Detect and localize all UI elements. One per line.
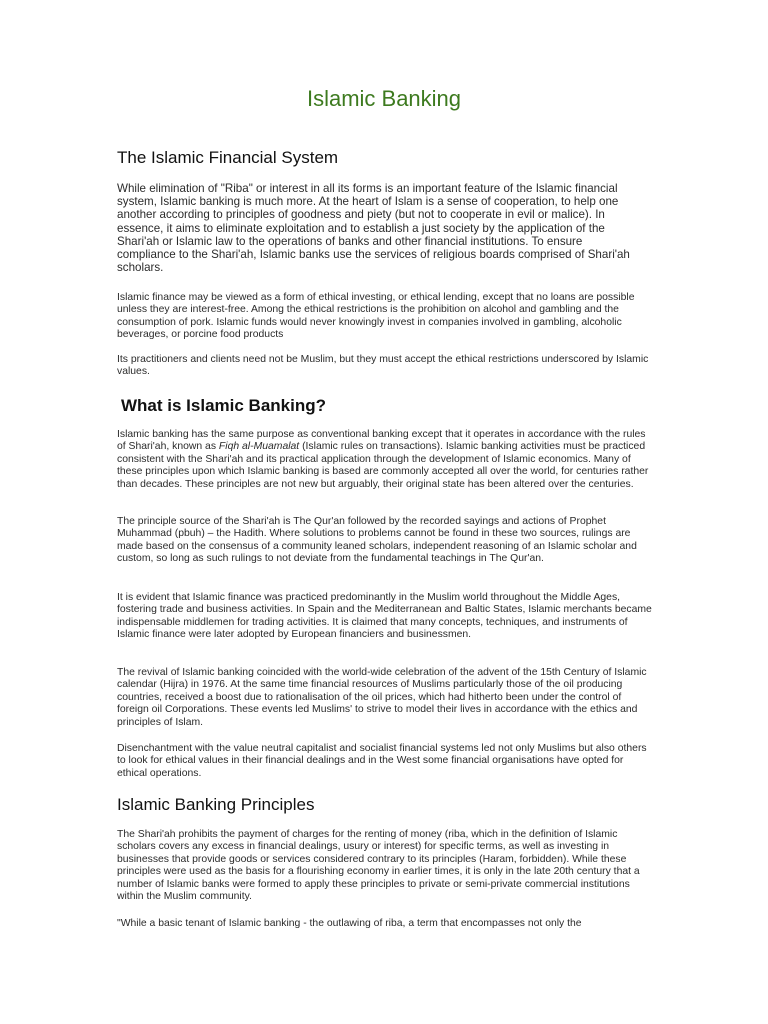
paragraph	[117, 429, 652, 491]
section-heading-islamic-financial-system: The Islamic Financial System	[117, 148, 339, 167]
italic-term: Fiqh al-Muamalat	[218, 441, 300, 453]
paragraph: The Shari'ah prohibits the payment of charges for the renting of money (riba, which in the definition of Islamic scholars covers any excess in financial dealings, usury or interest) for specific terms, as well as investing in businesses that provide goods or services considered contrary to its principles (Haram, forbidden). While these principles were used as the basis for a flourishing economy in earlier times, it is only in the late 20th century that a number of Islamic banks were formed to apply these principles to private or semi-private commercial institutions within the Muslim community.	[117, 829, 640, 903]
section-heading-what-is-islamic-banking: What is Islamic Banking?	[121, 396, 326, 415]
paragraph: It is evident that Islamic finance was practiced predominantly in the Muslim world throughout the Middle Ages, fostering trade and business activities. In Spain and the Mediterranean and Baltic States, Islamic merchants became indispensable middlemen for trading activities. It is claimed that many concepts, techniques, and instruments of Islamic finance were later adopted by European financiers and businessmen.	[117, 592, 652, 641]
paragraph: The principle source of the Shari'ah is The Qur'an followed by the recorded sayings and actions of Prophet Muhammad (pbuh) – the Hadith. Where solutions to problems cannot be found in these two sources, rulings are made based on the consensus of a community leaned scholars, independent reasoning of an Islamic scholar and custom, so long as such rulings to not deviate from the fundamental teachings in The Qur'an.	[117, 516, 637, 565]
paragraph: Disenchantment with the value neutral capitalist and socialist financial systems led not only Muslims but also others to look for ethical values in their financial dealings and in the West some financial organisations have opted for ethical operations.	[117, 743, 647, 779]
paragraph: Its practitioners and clients need not be Muslim, but they must accept the ethical restrictions underscored by Islamic values.	[117, 354, 649, 378]
paragraph: "While a basic tenant of Islamic banking - the outlawing of riba, a term that encompasses not only the	[117, 918, 582, 929]
paragraph: The revival of Islamic banking coincided with the world-wide celebration of the advent of the 15th Century of Islamic calendar (Hijra) in 1976. At the same time financial resources of Muslims particularly those of the oil producing countries, received a boost due to rationalisation of the oil prices, which had hitherto been under the control of foreign oil Corporations. These events led Muslims' to strive to model their lives in accordance with the ethics and principles of Islam.	[117, 667, 647, 728]
paragraph-text: (Islamic rules on transactions). Islamic banking activities must be practiced consistent with the Shari'ah and its practical application through the development of Islamic economics. Many of these principles upon which Islamic banking is based are commonly accepted all over the world, for centuries rather than decades. These principles are not new but arguably, their original state has been altered over the centuries.	[117, 441, 649, 490]
section-heading-islamic-banking-principles: Islamic Banking Principles	[117, 795, 315, 814]
paragraph-text: Islamic banking has the same purpose as conventional banking except that it operates in accordance with the rules of Shari'ah, known as	[117, 429, 646, 453]
paragraph: While elimination of "Riba" or interest in all its forms is an important feature of the Islamic financial system, Islamic banking is much more. At the heart of Islam is a sense of cooperation, to help one another according to principles of goodness and piety (but not to cooperate in evil or malice). In essence, it aims to eliminate exploitation and to establish a just society by the application of the Shari'ah or Islamic law to the operations of banks and other financial institutions. To ensure compliance to the Shari'ah, Islamic banks use the services of religious boards comprised of Shari'ah scholars.	[117, 182, 630, 275]
document-title: Islamic Banking	[306, 86, 462, 111]
paragraph: Islamic finance may be viewed as a form of ethical investing, or ethical lending, except that no loans are possible unless they are interest-free. Among the ethical restrictions is the prohibition on alcohol and gambling and the consumption of pork. Islamic funds would never knowingly invest in companies involved in gambling, alcoholic beverages, or porcine food products	[117, 292, 635, 341]
